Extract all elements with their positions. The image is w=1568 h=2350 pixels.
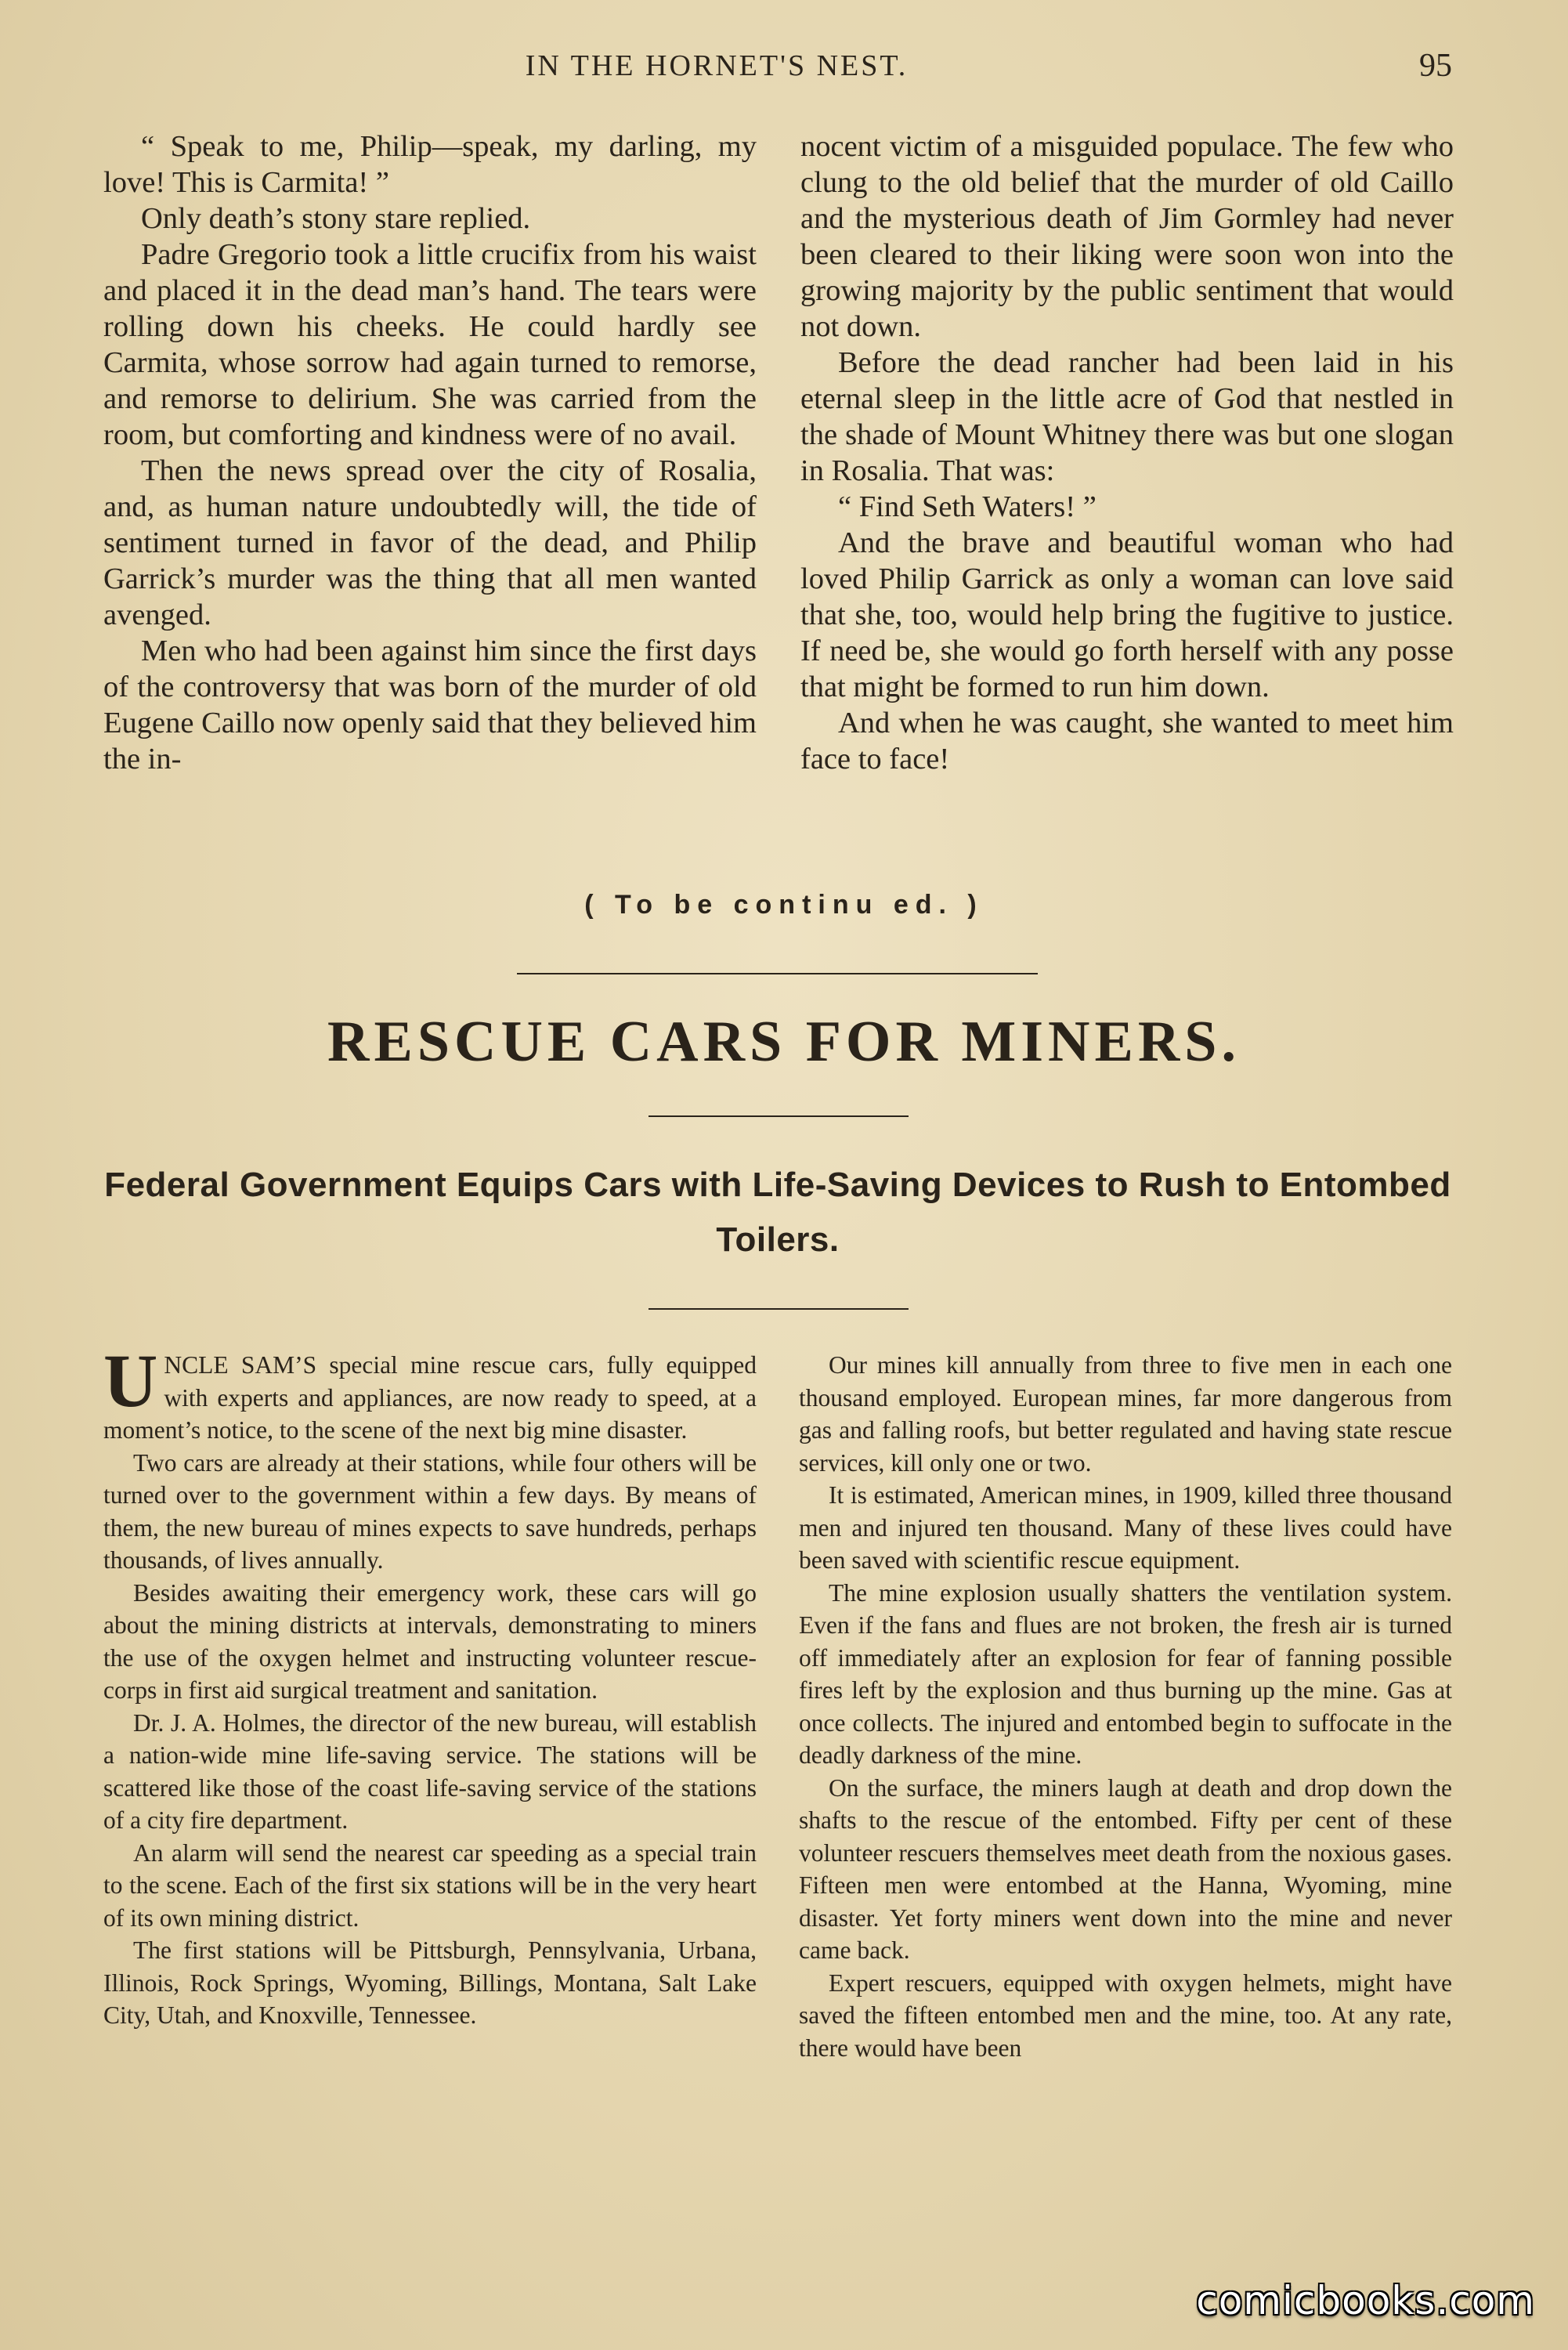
article-body <box>103 1339 1452 2234</box>
article-subhead: Federal Government Equips Cars with Life-Saving Devices to Rush to Entombed Toilers. <box>104 1166 1451 1259</box>
page-number: 95 <box>1419 48 1452 84</box>
article-paragraph: The mine explosion usually shatters the ventilation system. Even if the fans and flues are not broken, the fresh air is turned off immediately after an explosion for fear of fanning possible fires left by the explosion and thus burning up the mine. Gas at once collects. The injured and entombed begin to suffocate in the deadly darkness of the mine. <box>799 1578 1452 1769</box>
section-divider <box>517 973 1038 974</box>
site-watermark: comicbooks.com <box>1196 2278 1535 2323</box>
story-paragraph: And when he was caught, she wanted to meet him face to face! <box>800 707 1454 776</box>
story-column-left <box>103 128 757 777</box>
article-paragraph: The first stations will be Pittsburgh, Pennsylvania, Urbana, Illinois, Rock Springs, Wyoming, Billings, Montana, Salt Lake City, Utah, and Knoxville, Tennessee. <box>103 1936 757 2029</box>
article-lead-paragraph <box>103 1339 757 1447</box>
story-paragraph: Only death’s stony stare replied. <box>141 202 531 235</box>
article-paragraph: Two cars are already at their stations, while four others will be turned over to the government within a few days. By means of them, the new bureau of mines expects to save hundreds, perhaps thousands, of lives annually. <box>103 1448 757 1574</box>
article-column-right <box>799 1349 1452 2064</box>
story-paragraph: Padre Gregorio took a little crucifix from his waist and placed it in the dead man’s hand. The tears were rolling down his cheeks. He could hardly see Carmita, whose sorrow had again turned to remorse, and remorse to delirium. She was carried from the room, but comforting and kindness were of no avail. <box>103 238 757 451</box>
lead-text: NCLE SAM’S special mine rescue cars, fully equipped with experts and appliances, are now ready to speed, at a moment’s notice, to the scene of the next big mine disaster. <box>103 1351 757 1444</box>
story-paragraph: nocent victim of a misguided populace. The few who clung to the old belief that the murder of old Caillo and the mysterious death of Jim Gormley had never been cleared to their liking were soon won into the growing majority by the public sentiment that would not down. <box>800 130 1454 343</box>
running-title: IN THE HORNET'S NEST. <box>525 49 909 82</box>
article-column-left <box>103 1339 757 2032</box>
article-paragraph: It is estimated, American mines, in 1909, killed three thousand men and injured ten thousand. Many of these lives could have been saved with scientific rescue equipment. <box>799 1481 1452 1574</box>
article-paragraph: Expert rescuers, equipped with oxygen helmets, might have saved the fifteen entombed men and the mine, too. At any rate, there would have been <box>799 1969 1452 2062</box>
article-paragraph: Besides awaiting their emergency work, these cars will go about the mining districts at intervals, demonstrating to miners the use of the oxygen helmet and instructing volunteer rescue-corps in first aid surgical treatment and sanitation. <box>103 1578 757 1704</box>
to-be-continued: ( To be continu ed. ) <box>584 890 984 920</box>
article-headline: RESCUE CARS FOR MINERS. <box>327 1010 1241 1074</box>
article-paragraph: An alarm will send the nearest car speeding as a special train to the scene. Each of the first six stations will be in the very heart of its own mining district. <box>103 1838 757 1932</box>
story-continuation <box>103 128 1454 884</box>
story-paragraph: “ Find Seth Waters! ” <box>838 490 1097 523</box>
story-paragraph: And the brave and beautiful woman who had loved Philip Garrick as only a woman can love said that she, too, would help bring the fugitive to justice. If need be, she would go forth herself with any posse that might be formed to run him down. <box>800 526 1454 703</box>
running-head <box>0 45 1568 92</box>
subhead-rule <box>649 1308 909 1310</box>
drop-cap: U <box>103 1339 158 1423</box>
article-paragraph: On the surface, the miners laugh at death and drop down the shafts to the rescue of the entombed. Fifty per cent of these volunteer rescuers themselves meet death from the noxious gases. Fifteen men were entombed at the Hanna, Wyoming, mine disaster. Yet forty miners went down into the mine and never came back. <box>799 1773 1452 1964</box>
story-paragraph: Then the news spread over the city of Rosalia, and, as human nature undoubtedly will, the tide of sentiment turned in favor of the dead, and Philip Garrick’s murder was the thing that all men wanted avenged. <box>103 454 757 631</box>
story-column-right <box>800 128 1454 777</box>
article-paragraph: Our mines kill annually from three to five men in each one thousand employed. European mines, far more dangerous from gas and falling roofs, but better regulated and having state rescue services, kill only one or two. <box>799 1351 1452 1477</box>
article-paragraph: Dr. J. A. Holmes, the director of the new bureau, will establish a nation-wide mine life-saving service. The stations will be scattered like those of the coast life-saving service of the stations of a city fire department. <box>103 1708 757 1834</box>
story-paragraph: Before the dead rancher had been laid in his eternal sleep in the little acre of God that nestled in the shade of Mount Whitney there was but one slogan in Rosalia. That was: <box>800 346 1454 487</box>
story-paragraph: Men who had been against him since the first days of the controversy that was born of the murder of old Eugene Caillo now openly said that they believed him the in- <box>103 634 757 776</box>
story-paragraph: “ Speak to me, Philip—speak, my darling, my love! This is Carmita! ” <box>103 130 757 199</box>
headline-rule <box>649 1115 909 1117</box>
